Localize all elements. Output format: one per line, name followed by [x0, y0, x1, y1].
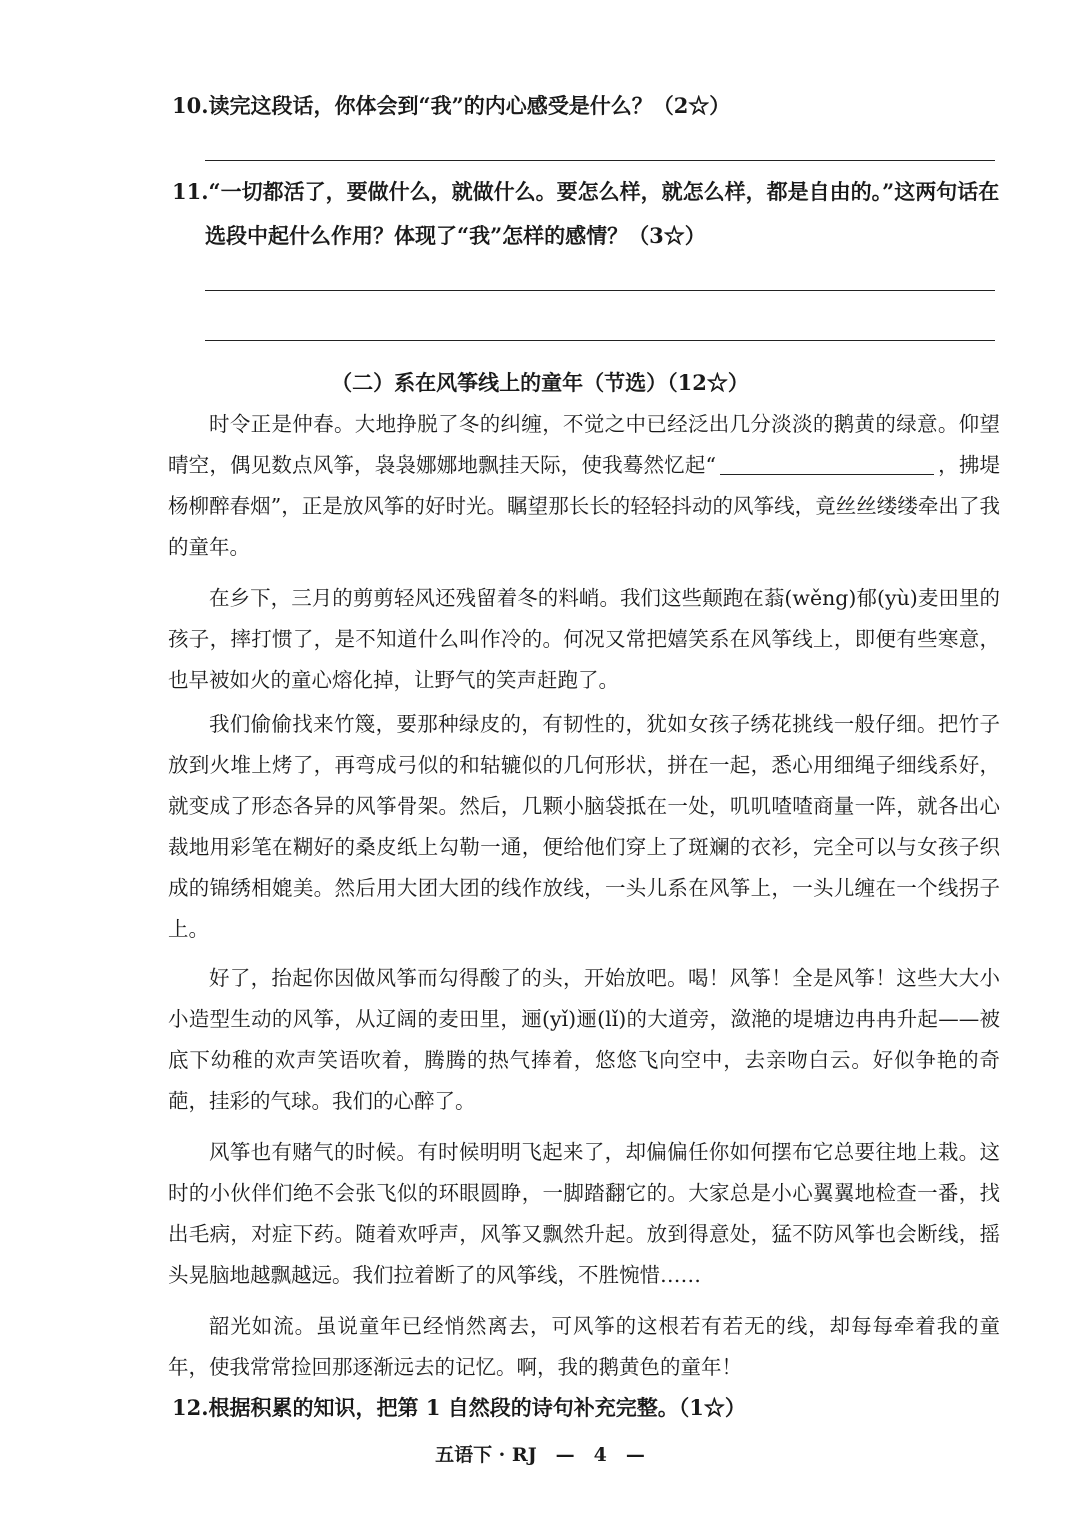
paragraph-2: 在乡下，三月的剪剪轻风还残留着冬的料峭。我们这些颠跑在蓊(wěng)郁(yù)麦田里的孩子，摔打惯了，是不知道什么叫作冷的。何况又常把嬉笑系在风筝线上，即便有些寒意，也早被如火的童心熔化掉，让野气的笑声赶跑了。	[168, 586, 1000, 692]
paragraph-1-text-after: ，拂堤杨柳醉春烟”，正是放风筝的好时光。瞩望那长长的轻轻抖动的风筝线，竟丝丝缕缕牵出了我的童年。	[168, 453, 1001, 559]
paragraph-1-text-before: 时令正是仲春。大地挣脱了冬的纠缠，不觉之中已经泛出几分淡淡的鹅黄的绿意。仰望晴空，偶见数点风筝，袅袅娜娜地飘挂天际，使我蓦然忆起“	[168, 412, 1000, 477]
page-footer: 五语下 · RJ — 4 —	[435, 1444, 645, 1466]
answer-line-q11-1[interactable]	[205, 290, 995, 291]
question-12: 12.根据积累的知识，把第 1 自然段的诗句补充完整。（1☆）	[172, 1395, 746, 1420]
paragraph-5: 风筝也有赌气的时候。有时候明明飞起来了，却偏偏任你如何摆布它总要往地上栽。这时的小伙伴们绝不会张飞似的环眼圆睁，一脚踏翻它的。大家总是小心翼翼地检查一番，找出毛病，对症下药。随着欢呼声，风筝又飘然升起。放到得意处，猛不防风筝也会断线，摇头晃脑地越飘越远。我们拉着断了的风筝线，不胜惋惜……	[168, 1140, 1000, 1287]
paragraph-1	[168, 404, 1000, 568]
question-11-line-1: 11.“一切都活了，要做什么，就做什么。要怎么样，就怎么样，都是自由的。”这两句话在	[172, 179, 1000, 204]
question-11-line-2: 选段中起什么作用？体现了“我”怎样的感情？（3☆）	[205, 223, 706, 248]
paragraph-3: 我们偷偷找来竹篾，要那种绿皮的，有韧性的，犹如女孩子绣花挑线一般仔细。把竹子放到火堆上烤了，再弯成弓似的和轱辘似的几何形状，拼在一起，悉心用细绳子细线系好，就变成了形态各异的风筝骨架。然后，几颗小脑袋抵在一处，叽叽喳喳商量一阵，就各出心裁地用彩笔在糊好的桑皮纸上勾勒一通，便给他们穿上了斑斓的衣衫，完全可以与女孩子织成的锦绣相媲美。然后用大团大团的线作放线，一头儿系在风筝上，一头儿缠在一个线拐子上。	[168, 712, 1000, 941]
answer-line-q10[interactable]	[205, 160, 995, 161]
poem-fill-blank[interactable]	[720, 454, 934, 475]
section-title: （二）系在风筝线上的童年（节选）（12☆）	[331, 370, 749, 395]
paragraph-4: 好了，抬起你因做风筝而勾得酸了的头，开始放吧。喝！风筝！全是风筝！这些大大小小造型生动的风筝，从辽阔的麦田里，逦(yǐ)逦(lǐ)的大道旁，潋滟的堤塘边冉冉升起——被底下幼稚的欢声笑语吹着，腾腾的热气捧着，悠悠飞向空中，去亲吻白云。好似争艳的奇葩，挂彩的气球。我们的心醉了。	[168, 966, 1000, 1113]
answer-line-q11-2[interactable]	[205, 340, 995, 341]
question-10: 10.读完这段话，你体会到“我”的内心感受是什么？（2☆）	[172, 93, 731, 118]
paragraph-6: 韶光如流。虽说童年已经悄然离去，可风筝的这根若有若无的线，却每每牵着我的童年，使我常常捡回那逐渐远去的记忆。啊，我的鹅黄色的童年！	[168, 1314, 1000, 1379]
